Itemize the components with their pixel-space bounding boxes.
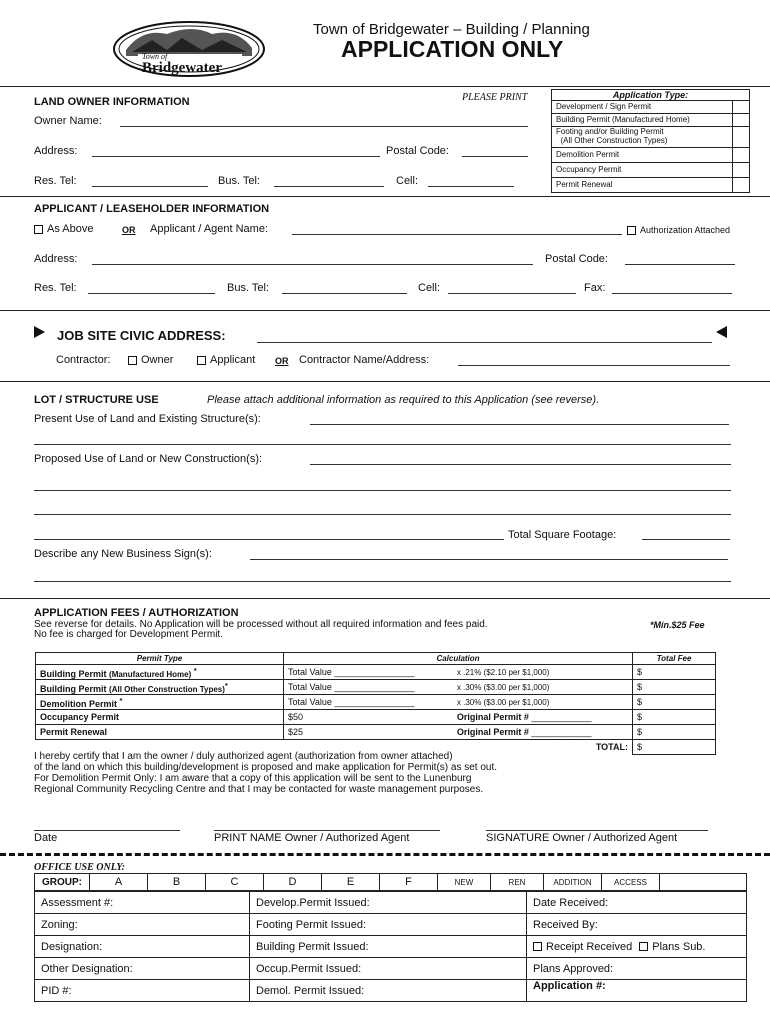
- logo-small-text: Town of: [142, 52, 168, 61]
- office-divider: [0, 853, 770, 856]
- land-owner-heading: LAND OWNER INFORMATION: [34, 96, 190, 108]
- divider: [0, 86, 770, 87]
- min-fee-note: *Min.$25 Fee: [650, 620, 705, 630]
- group-b[interactable]: B: [148, 874, 206, 891]
- fees-table: [35, 652, 716, 755]
- owner-postal-label: Postal Code:: [386, 145, 449, 157]
- owner-name-label: Owner Name:: [34, 115, 102, 127]
- certification-line-4: Regional Community Recycling Centre and that I may be contacted for waste management purposes.: [34, 784, 484, 795]
- total-square-footage-field[interactable]: [642, 539, 730, 540]
- date-label: Date: [34, 832, 58, 844]
- certification-line-3: For Demolition Permit Only: I am aware that a copy of this application will be sent to the Lunenburg: [34, 773, 472, 784]
- plans-approved-field[interactable]: Plans Approved:: [527, 958, 747, 980]
- or-text: OR: [275, 356, 289, 366]
- application-type-title: Application Type:: [552, 90, 749, 101]
- present-use-label: Present Use of Land and Existing Structure(s):: [34, 413, 261, 425]
- app-type-checkbox[interactable]: [732, 163, 749, 177]
- applicant-address-label: Address:: [34, 253, 78, 265]
- receipt-received-checkbox[interactable]: [533, 942, 542, 951]
- logo-text: Bridgewater: [142, 60, 222, 76]
- group-ren[interactable]: REN: [491, 874, 544, 891]
- date-received-field[interactable]: Date Received:: [527, 892, 747, 914]
- plans-sub-checkbox[interactable]: [639, 942, 648, 951]
- page-title: APPLICATION ONLY: [341, 36, 564, 62]
- table-row: [35, 936, 747, 958]
- app-type-footing[interactable]: Footing and/or Building Permit (All Other Construction Types): [552, 127, 749, 148]
- arrow-left-icon: [716, 326, 727, 338]
- app-type-demolition[interactable]: Demolition Permit: [552, 148, 749, 163]
- signature-field[interactable]: [486, 830, 708, 831]
- app-type-checkbox[interactable]: [732, 178, 749, 192]
- present-use-field[interactable]: [310, 424, 729, 425]
- town-logo: [112, 20, 267, 78]
- plans-sub-option[interactable]: Plans Sub.: [639, 941, 705, 953]
- fee-field[interactable]: $: [633, 695, 716, 710]
- table-row: Permit Renewal $25 Original Permit # ____________ $: [36, 725, 716, 740]
- table-row: [35, 914, 747, 936]
- business-sign-field[interactable]: [250, 559, 728, 560]
- app-type-checkbox[interactable]: [732, 127, 749, 147]
- please-print: PLEASE PRINT: [462, 92, 528, 103]
- app-type-manufactured[interactable]: Building Permit (Manufactured Home): [552, 114, 749, 127]
- group-new[interactable]: NEW: [438, 874, 491, 891]
- group-d[interactable]: D: [264, 874, 322, 891]
- total-square-footage-label: Total Square Footage:: [508, 529, 617, 541]
- lot-heading: LOT / STRUCTURE USE: [34, 394, 159, 406]
- app-type-occupancy[interactable]: Occupancy Permit: [552, 163, 749, 178]
- col-permit-type: Permit Type: [36, 653, 284, 665]
- divider: [0, 196, 770, 197]
- business-sign-line-2[interactable]: [34, 581, 731, 582]
- receipt-received-option[interactable]: Receipt Received: [533, 941, 632, 953]
- table-row: [35, 980, 747, 1002]
- owner-address-label: Address:: [34, 145, 78, 157]
- applicant-cell-label: Cell:: [418, 282, 441, 294]
- group-c[interactable]: C: [206, 874, 264, 891]
- contractor-name-label: Contractor Name/Address:: [299, 354, 430, 366]
- divider: [0, 598, 770, 599]
- as-above-checkbox[interactable]: [34, 225, 43, 234]
- owner-checkbox[interactable]: [128, 356, 137, 365]
- owner-postal-field[interactable]: [462, 156, 528, 157]
- applicant-checkbox[interactable]: [197, 356, 206, 365]
- proposed-use-label: Proposed Use of Land or New Construction(s):: [34, 453, 263, 465]
- applicant-res-tel-label: Res. Tel:: [34, 282, 77, 294]
- table-row: [35, 892, 747, 914]
- fees-line-1: See reverse for details. No Application will be processed without all required information and fees paid.: [34, 619, 488, 630]
- job-site-address-field[interactable]: [257, 342, 712, 343]
- signature-label: SIGNATURE Owner / Authorized Agent: [486, 832, 678, 844]
- table-row: Building Permit (All Other Construction Types)* Total Value ________________ x .30% ($3.00 per $1,000) $: [36, 680, 716, 695]
- agent-name-field[interactable]: [292, 234, 622, 235]
- group-a[interactable]: A: [90, 874, 148, 891]
- arrow-right-icon: [34, 326, 45, 338]
- application-type-box: [551, 89, 750, 193]
- contractor-owner-option[interactable]: Owner: [128, 354, 173, 366]
- divider: [0, 310, 770, 311]
- or-text: OR: [122, 225, 136, 235]
- contractor-applicant-option[interactable]: Applicant: [197, 354, 255, 366]
- as-above-option[interactable]: As Above: [34, 223, 93, 235]
- col-calculation: Calculation: [284, 653, 633, 665]
- demol-permit-field[interactable]: Demol. Permit Issued:: [250, 980, 527, 1002]
- designation-field[interactable]: Designation:: [35, 936, 250, 958]
- date-field[interactable]: [34, 830, 180, 831]
- present-use-line-2[interactable]: [34, 444, 731, 445]
- divider: [0, 381, 770, 382]
- total-fee-field[interactable]: $: [633, 740, 716, 755]
- assessment-field[interactable]: Assessment #:: [35, 892, 250, 914]
- pid-field[interactable]: PID #:: [35, 980, 250, 1002]
- fees-heading: APPLICATION FEES / AUTHORIZATION: [34, 607, 239, 619]
- zoning-field[interactable]: Zoning:: [35, 914, 250, 936]
- group-label: GROUP:: [35, 874, 90, 891]
- agent-name-label: Applicant / Agent Name:: [150, 223, 269, 235]
- proposed-use-line-4[interactable]: [34, 539, 504, 540]
- group-access[interactable]: ACCESS: [602, 874, 660, 891]
- town-title: Town of Bridgewater – Building / Planning: [313, 21, 590, 38]
- print-name-label: PRINT NAME Owner / Authorized Agent: [214, 832, 410, 844]
- owner-cell-label: Cell:: [396, 175, 419, 187]
- received-by-field[interactable]: Received By:: [527, 914, 747, 936]
- table-row: Building Permit (Manufactured Home) * Total Value ________________ x .21% ($2.10 per $1,000) $: [36, 665, 716, 680]
- business-sign-label: Describe any New Business Sign(s):: [34, 548, 212, 560]
- building-permit-field[interactable]: Building Permit Issued:: [250, 936, 527, 958]
- applicant-cell-field[interactable]: [448, 293, 576, 294]
- app-type-development[interactable]: Development / Sign Permit: [552, 101, 749, 114]
- occup-permit-field[interactable]: Occup.Permit Issued:: [250, 958, 527, 980]
- app-type-checkbox[interactable]: [732, 101, 749, 113]
- fee-field[interactable]: $: [633, 665, 716, 680]
- applicant-bus-tel-label: Bus. Tel:: [227, 282, 269, 294]
- applicant-postal-field[interactable]: [625, 264, 735, 265]
- applicant-postal-label: Postal Code:: [545, 253, 608, 265]
- authorization-checkbox[interactable]: [627, 226, 636, 235]
- group-e[interactable]: E: [322, 874, 380, 891]
- certification-line-2: of the land on which this building/development is proposed and make application for Permit(s) as set out.: [34, 762, 498, 773]
- fee-field[interactable]: $: [633, 725, 716, 740]
- office-table: [34, 891, 747, 1002]
- other-designation-field[interactable]: Other Designation:: [35, 958, 250, 980]
- applicant-fax-field[interactable]: [612, 293, 732, 294]
- application-number-field[interactable]: Application #:: [527, 980, 747, 1002]
- fee-field[interactable]: $: [633, 710, 716, 725]
- total-label: TOTAL:: [595, 742, 628, 753]
- group-f[interactable]: F: [380, 874, 438, 891]
- certification-line-1: I hereby certify that I am the owner / duly authorized agent (authorization from owner attached): [34, 751, 453, 762]
- contractor-label: Contractor:: [56, 354, 111, 366]
- footing-permit-field[interactable]: Footing Permit Issued:: [250, 914, 527, 936]
- table-row: [35, 958, 747, 980]
- job-site-heading: JOB SITE CIVIC ADDRESS:: [57, 328, 226, 343]
- owner-res-tel-field[interactable]: [92, 186, 208, 187]
- app-type-renewal[interactable]: Permit Renewal: [552, 178, 749, 192]
- fee-field[interactable]: $: [633, 680, 716, 695]
- print-name-field[interactable]: [214, 830, 440, 831]
- fees-line-2: No fee is charged for Development Permit.: [34, 629, 223, 640]
- app-type-checkbox[interactable]: [732, 114, 749, 126]
- applicant-fax-label: Fax:: [584, 282, 606, 294]
- develop-permit-field[interactable]: Develop.Permit Issued:: [250, 892, 527, 914]
- group-table: [34, 873, 747, 891]
- table-row: Demolition Permit * Total Value ________________ x .30% ($3.00 per $1,000) $: [36, 695, 716, 710]
- applicant-heading: APPLICANT / LEASEHOLDER INFORMATION: [34, 203, 270, 215]
- owner-name-field[interactable]: [120, 126, 528, 127]
- group-addition[interactable]: ADDITION: [544, 874, 602, 891]
- applicant-address-field[interactable]: [92, 264, 533, 265]
- applicant-res-tel-field[interactable]: [88, 293, 215, 294]
- office-use-heading: OFFICE USE ONLY:: [34, 862, 125, 873]
- proposed-use-field[interactable]: [310, 464, 731, 465]
- app-type-checkbox[interactable]: [732, 148, 749, 162]
- applicant-bus-tel-field[interactable]: [282, 293, 407, 294]
- owner-cell-field[interactable]: [428, 186, 514, 187]
- proposed-use-line-2[interactable]: [34, 490, 731, 491]
- table-row: Occupancy Permit $50 Original Permit # ____________ $: [36, 710, 716, 725]
- owner-res-tel-label: Res. Tel:: [34, 175, 77, 187]
- col-total-fee: Total Fee: [633, 653, 716, 665]
- owner-bus-tel-field[interactable]: [274, 186, 384, 187]
- proposed-use-line-3[interactable]: [34, 514, 731, 515]
- lot-note: Please attach additional information as required to this Application (see reverse).: [207, 394, 600, 406]
- authorization-attached-option[interactable]: Authorization Attached: [627, 225, 730, 235]
- contractor-name-field[interactable]: [458, 365, 730, 366]
- owner-bus-tel-label: Bus. Tel:: [218, 175, 260, 187]
- owner-address-field[interactable]: [92, 156, 380, 157]
